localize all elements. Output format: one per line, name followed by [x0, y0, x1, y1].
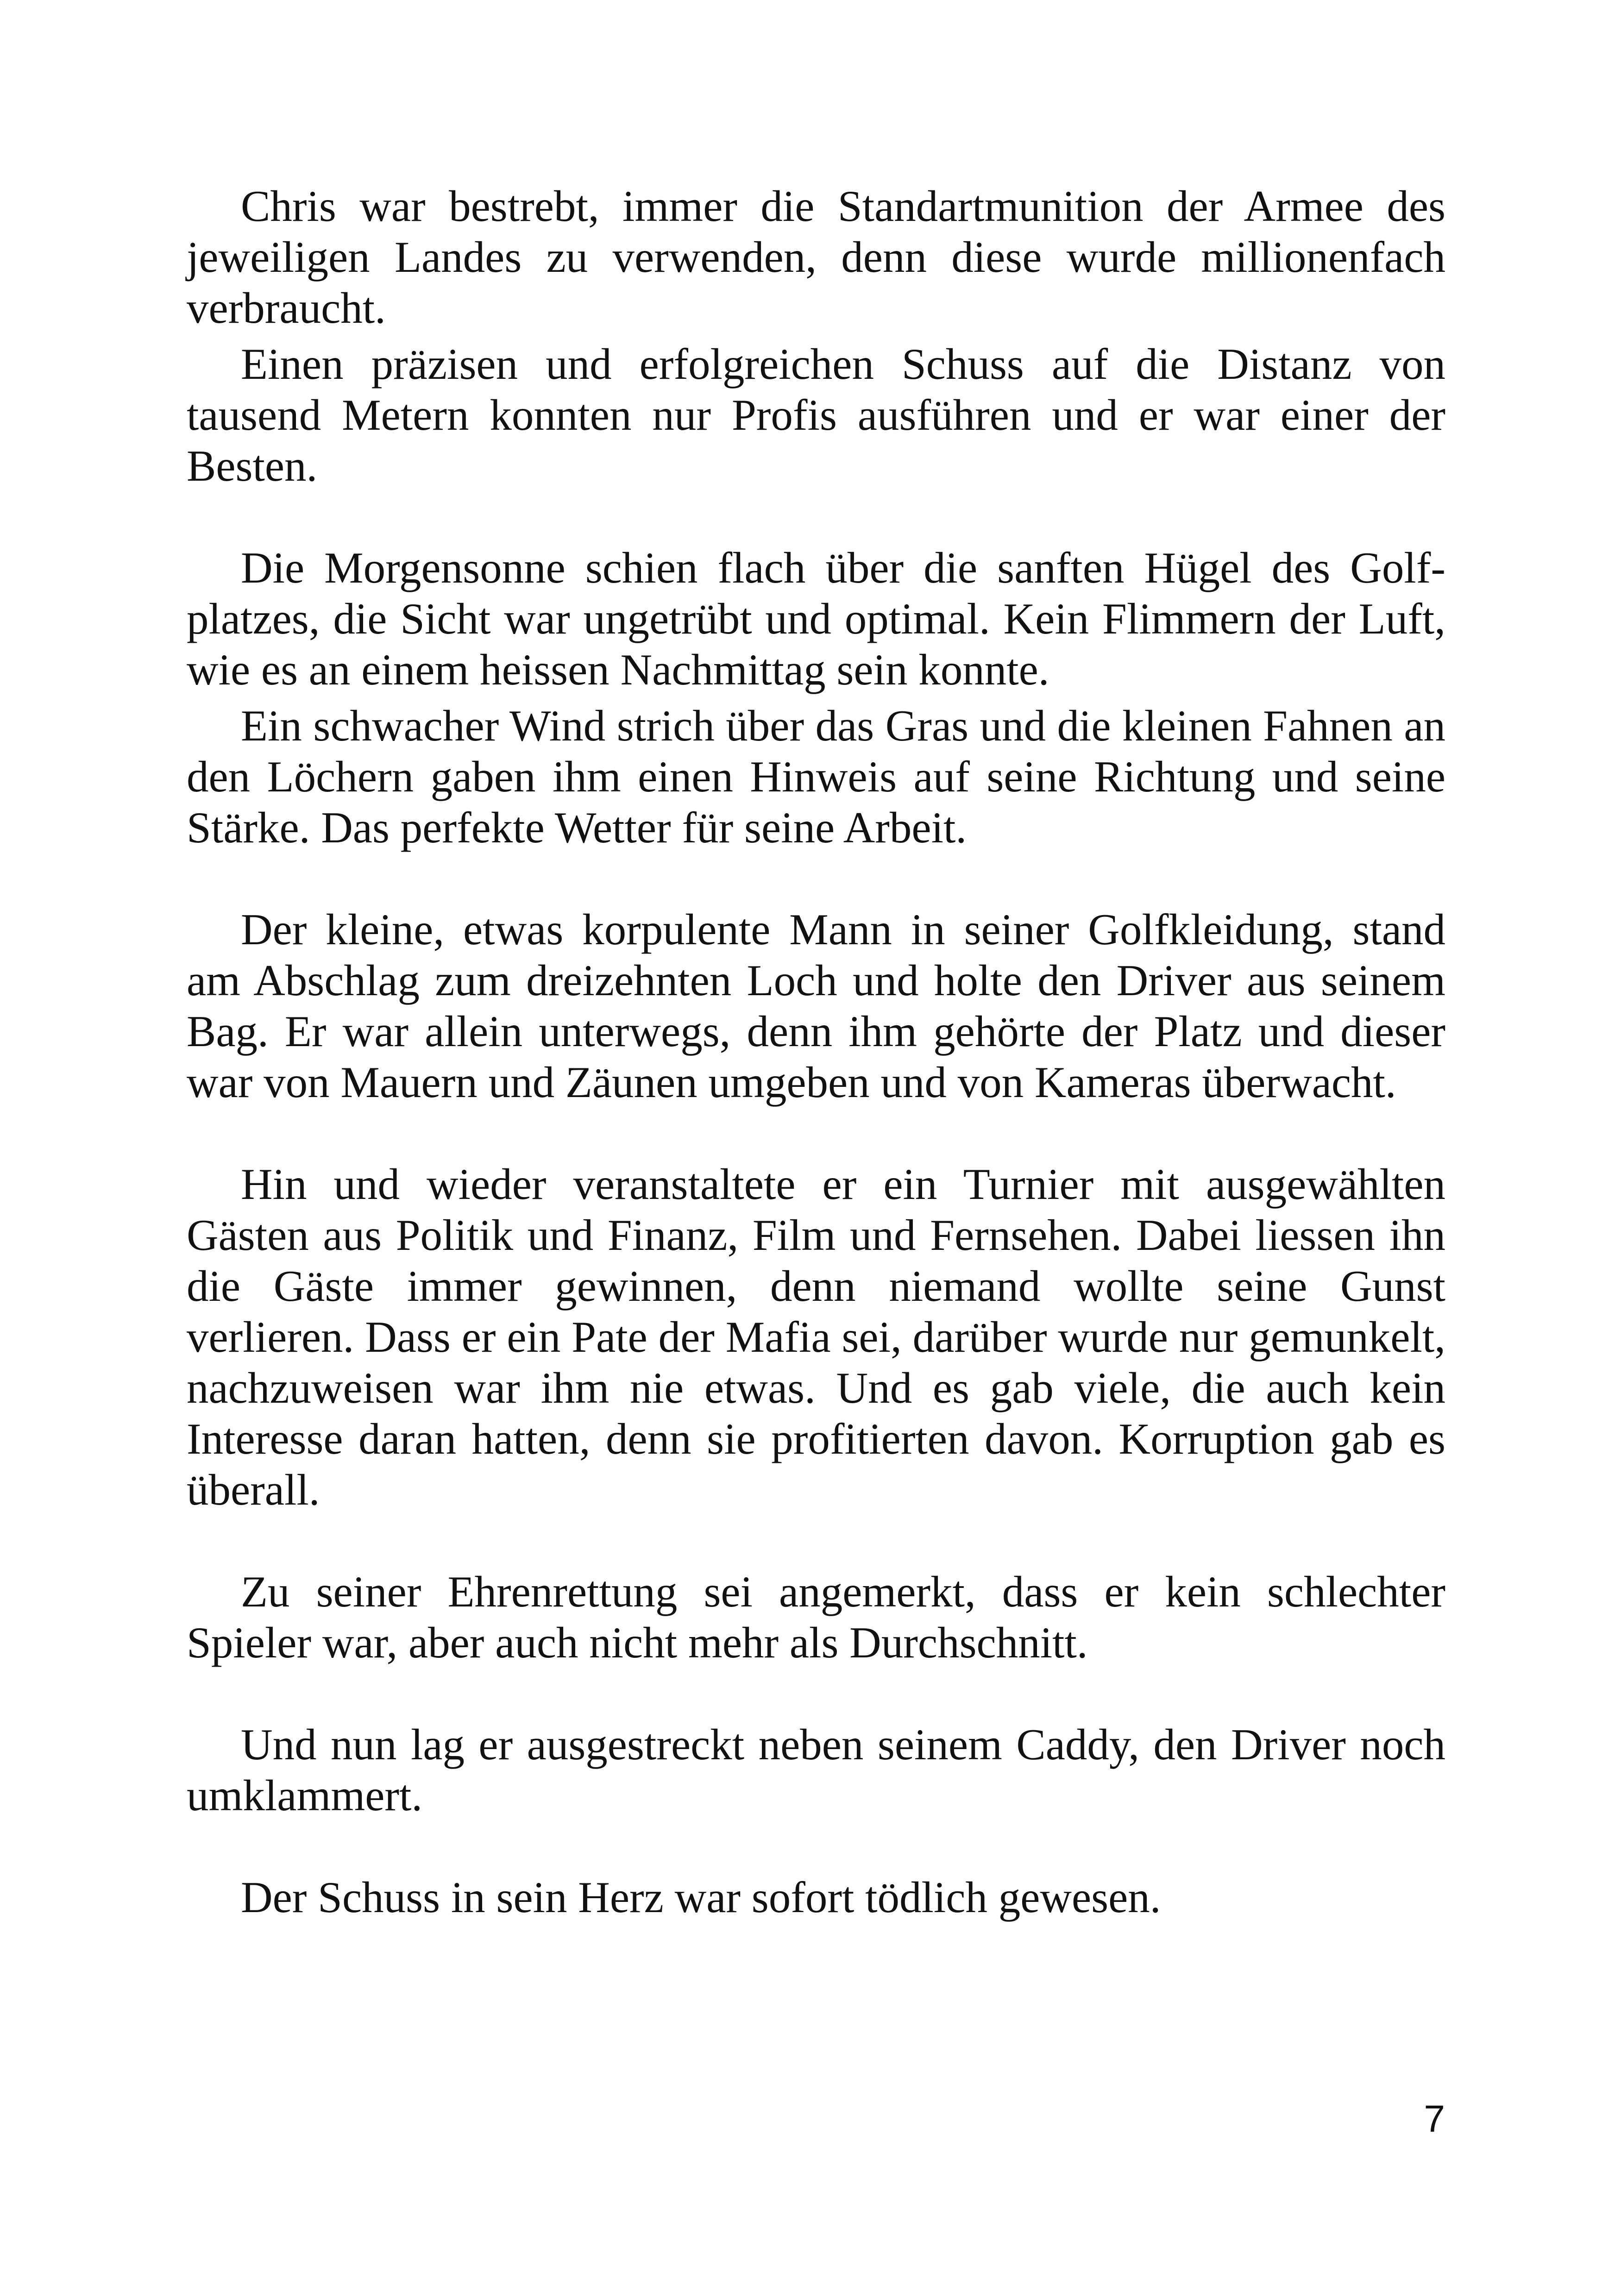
paragraph-weak-wind: Ein schwacher Wind strich über das Gras und die kleinen Fahnen an den Löchern gaben ihm einen Hinweis auf seine Richtung und seine Stärke. Das perfekte Wetter für seine Arbeit.	[187, 701, 1445, 852]
text-body	[187, 181, 1445, 1923]
paragraph-precise-shot: Einen präzisen und erfolgreichen Schuss auf die Distanz von tausend Metern konnten nur Profis ausführen und er war einer der Besten.	[187, 339, 1445, 490]
paragraph-golfer: Der kleine, etwas korpulente Mann in seiner Golfkleidung, stand am Abschlag zum dreizehnten Loch und holte den Driver aus seinem Bag. Er war allein unterwegs, denn ihm gehörte der Platz und dieser war von Mauern und Zäunen umgeben und von Kameras überwacht.	[187, 905, 1445, 1107]
page-number: 7	[1424, 2098, 1445, 2140]
paragraph-fatal-shot: Der Schuss in sein Herz war sofort tödlich gewesen.	[241, 1873, 1161, 1922]
paragraph-caddy: Und nun lag er ausgestreckt neben seinem Caddy, den Driver noch umklammert.	[187, 1720, 1445, 1820]
paragraph-tournament: Hin und wieder veranstaltete er ein Turnier mit ausgewählten Gästen aus Politik und Finanz, Film und Fernsehen. Dabei liessen ihn die Gäste immer gewinnen, denn niemand wollte seine Gunst verlieren. Dass er ein Pate der Mafia sei, darüber wurde nur gemunkelt, nachzuweisen war ihm nie etwas. Und es gab viele, die auch kein Interesse daran hatten, denn sie profitierten davon. Korruption gab es überall.	[187, 1160, 1445, 1514]
paragraph-ammunition: Chris war bestrebt, immer die Standartmunition der Armee des jeweiligen Landes zu verwenden, denn diese wurde millionenfach verbraucht.	[187, 182, 1445, 332]
paragraph-honor: Zu seiner Ehrenrettung sei angemerkt, dass er kein schlechter Spieler war, aber auch nicht mehr als Durchschnitt.	[187, 1567, 1445, 1667]
paragraph-morning-sun: Die Morgensonne schien flach über die sanften Hügel des Golfplatzes, die Sicht war ungetrübt und optimal. Kein Flimmern der Luft, wie es an einem heissen Nachmittag sein konnte.	[187, 543, 1445, 694]
